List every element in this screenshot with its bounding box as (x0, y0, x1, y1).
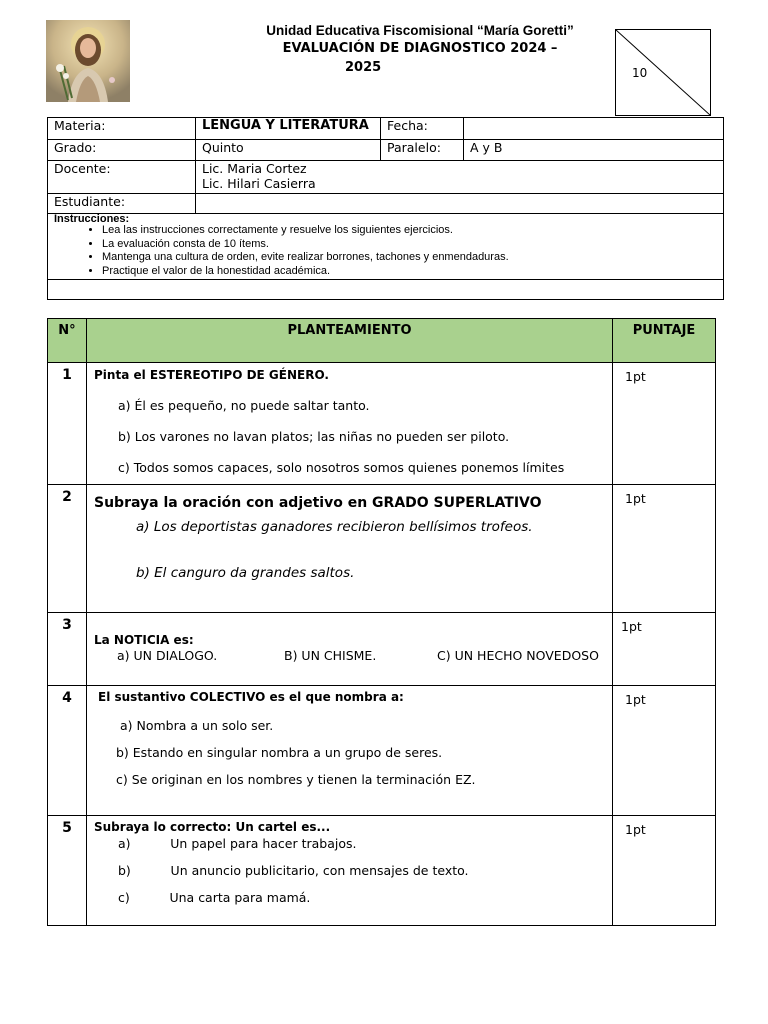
option-a[interactable]: a) Nombra a un solo ser. (120, 718, 274, 733)
question-title: El sustantivo COLECTIVO es el que nombra a: (98, 690, 404, 704)
question-points: 1pt (613, 816, 716, 926)
question-number: 1 (48, 363, 87, 485)
estudiante-field[interactable] (196, 194, 724, 214)
option-c[interactable]: c) Se originan en los nombres y tienen la terminación EZ. (116, 772, 476, 787)
option-b[interactable]: b) Estando en singular nombra a un grupo de seres. (116, 745, 443, 760)
question-number: 5 (48, 816, 87, 926)
fecha-field[interactable] (464, 118, 724, 140)
fecha-label: Fecha: (381, 118, 464, 140)
option-a[interactable]: a) Él es pequeño, no puede saltar tanto. (118, 398, 370, 413)
question-body (87, 686, 613, 816)
materia-label: Materia: (48, 118, 196, 140)
questions-table (47, 318, 716, 926)
score-diagonal (616, 30, 710, 115)
option-a[interactable]: a) UN DIALOGO. (117, 648, 218, 663)
estudiante-label: Estudiante: (48, 194, 196, 214)
option-c[interactable]: c) Todos somos capaces, solo nosotros somos quienes ponemos límites (118, 460, 565, 475)
question-body (87, 363, 613, 485)
question-title: La NOTICIA es: (94, 633, 194, 647)
header-puntaje: PUNTAJE (613, 319, 716, 363)
student-info-table (47, 117, 724, 300)
question-row-2 (48, 485, 716, 613)
question-title: Pinta el ESTEREOTIPO DE GÉNERO. (94, 368, 329, 382)
question-number: 2 (48, 485, 87, 613)
instructions-list (54, 224, 717, 278)
question-row-1 (48, 363, 716, 485)
question-points: 1pt (613, 613, 716, 686)
question-body (87, 485, 613, 613)
question-body (87, 613, 613, 686)
docente-label: Docente: (48, 161, 196, 194)
option-b[interactable]: b) El canguro da grandes saltos. (136, 565, 355, 581)
instruction-item: • Lea las instrucciones correctamente y resuelve los siguientes ejercicios. (102, 224, 717, 238)
question-points: 1pt (613, 485, 716, 613)
blank-row (48, 280, 724, 300)
saint-portrait-icon (46, 20, 130, 102)
paralelo-label: Paralelo: (381, 140, 464, 161)
question-row-5 (48, 816, 716, 926)
header-num: N° (48, 319, 87, 363)
paralelo-value: A y B (464, 140, 724, 161)
score-box (615, 29, 711, 116)
header-planteamiento: PLANTEAMIENTO (87, 319, 613, 363)
question-title: Subraya la oración con adjetivo en GRADO SUPERLATIVO (94, 495, 542, 511)
instructions-cell (48, 214, 724, 280)
question-points: 1pt (613, 686, 716, 816)
evaluation-year: 2025 (345, 60, 382, 75)
question-row-3 (48, 613, 716, 686)
materia-value: LENGUA Y LITERATURA (196, 118, 381, 140)
question-number: 4 (48, 686, 87, 816)
option-a[interactable]: a) Los deportistas ganadores recibieron bellísimos trofeos. (136, 519, 533, 535)
grado-value: Quinto (196, 140, 381, 161)
question-title: Subraya lo correcto: Un cartel es... (94, 820, 331, 834)
option-b[interactable]: b) Un anuncio publicitario, con mensajes de texto. (118, 863, 469, 878)
docente-name-2: Lic. Hilari Casierra (202, 176, 316, 191)
school-name: Unidad Educativa Fiscomisional “María Goretti” (266, 23, 574, 38)
option-b[interactable]: B) UN CHISME. (284, 648, 377, 663)
grado-label: Grado: (48, 140, 196, 161)
question-row-4 (48, 686, 716, 816)
instruction-item: • Mantenga una cultura de orden, evite realizar borrones, tachones y enmendaduras. (102, 251, 717, 265)
docente-values (196, 161, 724, 194)
option-c[interactable]: C) UN HECHO NOVEDOSO (437, 648, 599, 663)
question-number: 3 (48, 613, 87, 686)
option-b[interactable]: b) Los varones no lavan platos; las niñas no pueden ser piloto. (118, 429, 510, 444)
question-body (87, 816, 613, 926)
instruction-item: • La evaluación consta de 10 ítems. (102, 238, 717, 252)
score-value: 10 (632, 66, 648, 80)
instruction-item: • Practique el valor de la honestidad académica. (102, 265, 717, 279)
question-points: 1pt (613, 363, 716, 485)
school-logo-image (46, 20, 130, 102)
instructions-title: Instrucciones: (54, 213, 130, 225)
option-a[interactable]: a) Un papel para hacer trabajos. (118, 836, 357, 851)
docente-name-1: Lic. Maria Cortez (202, 161, 307, 176)
option-c[interactable]: c) Una carta para mamá. (118, 890, 311, 905)
evaluation-title: EVALUACIÓN DE DIAGNOSTICO 2024 – (282, 41, 558, 56)
